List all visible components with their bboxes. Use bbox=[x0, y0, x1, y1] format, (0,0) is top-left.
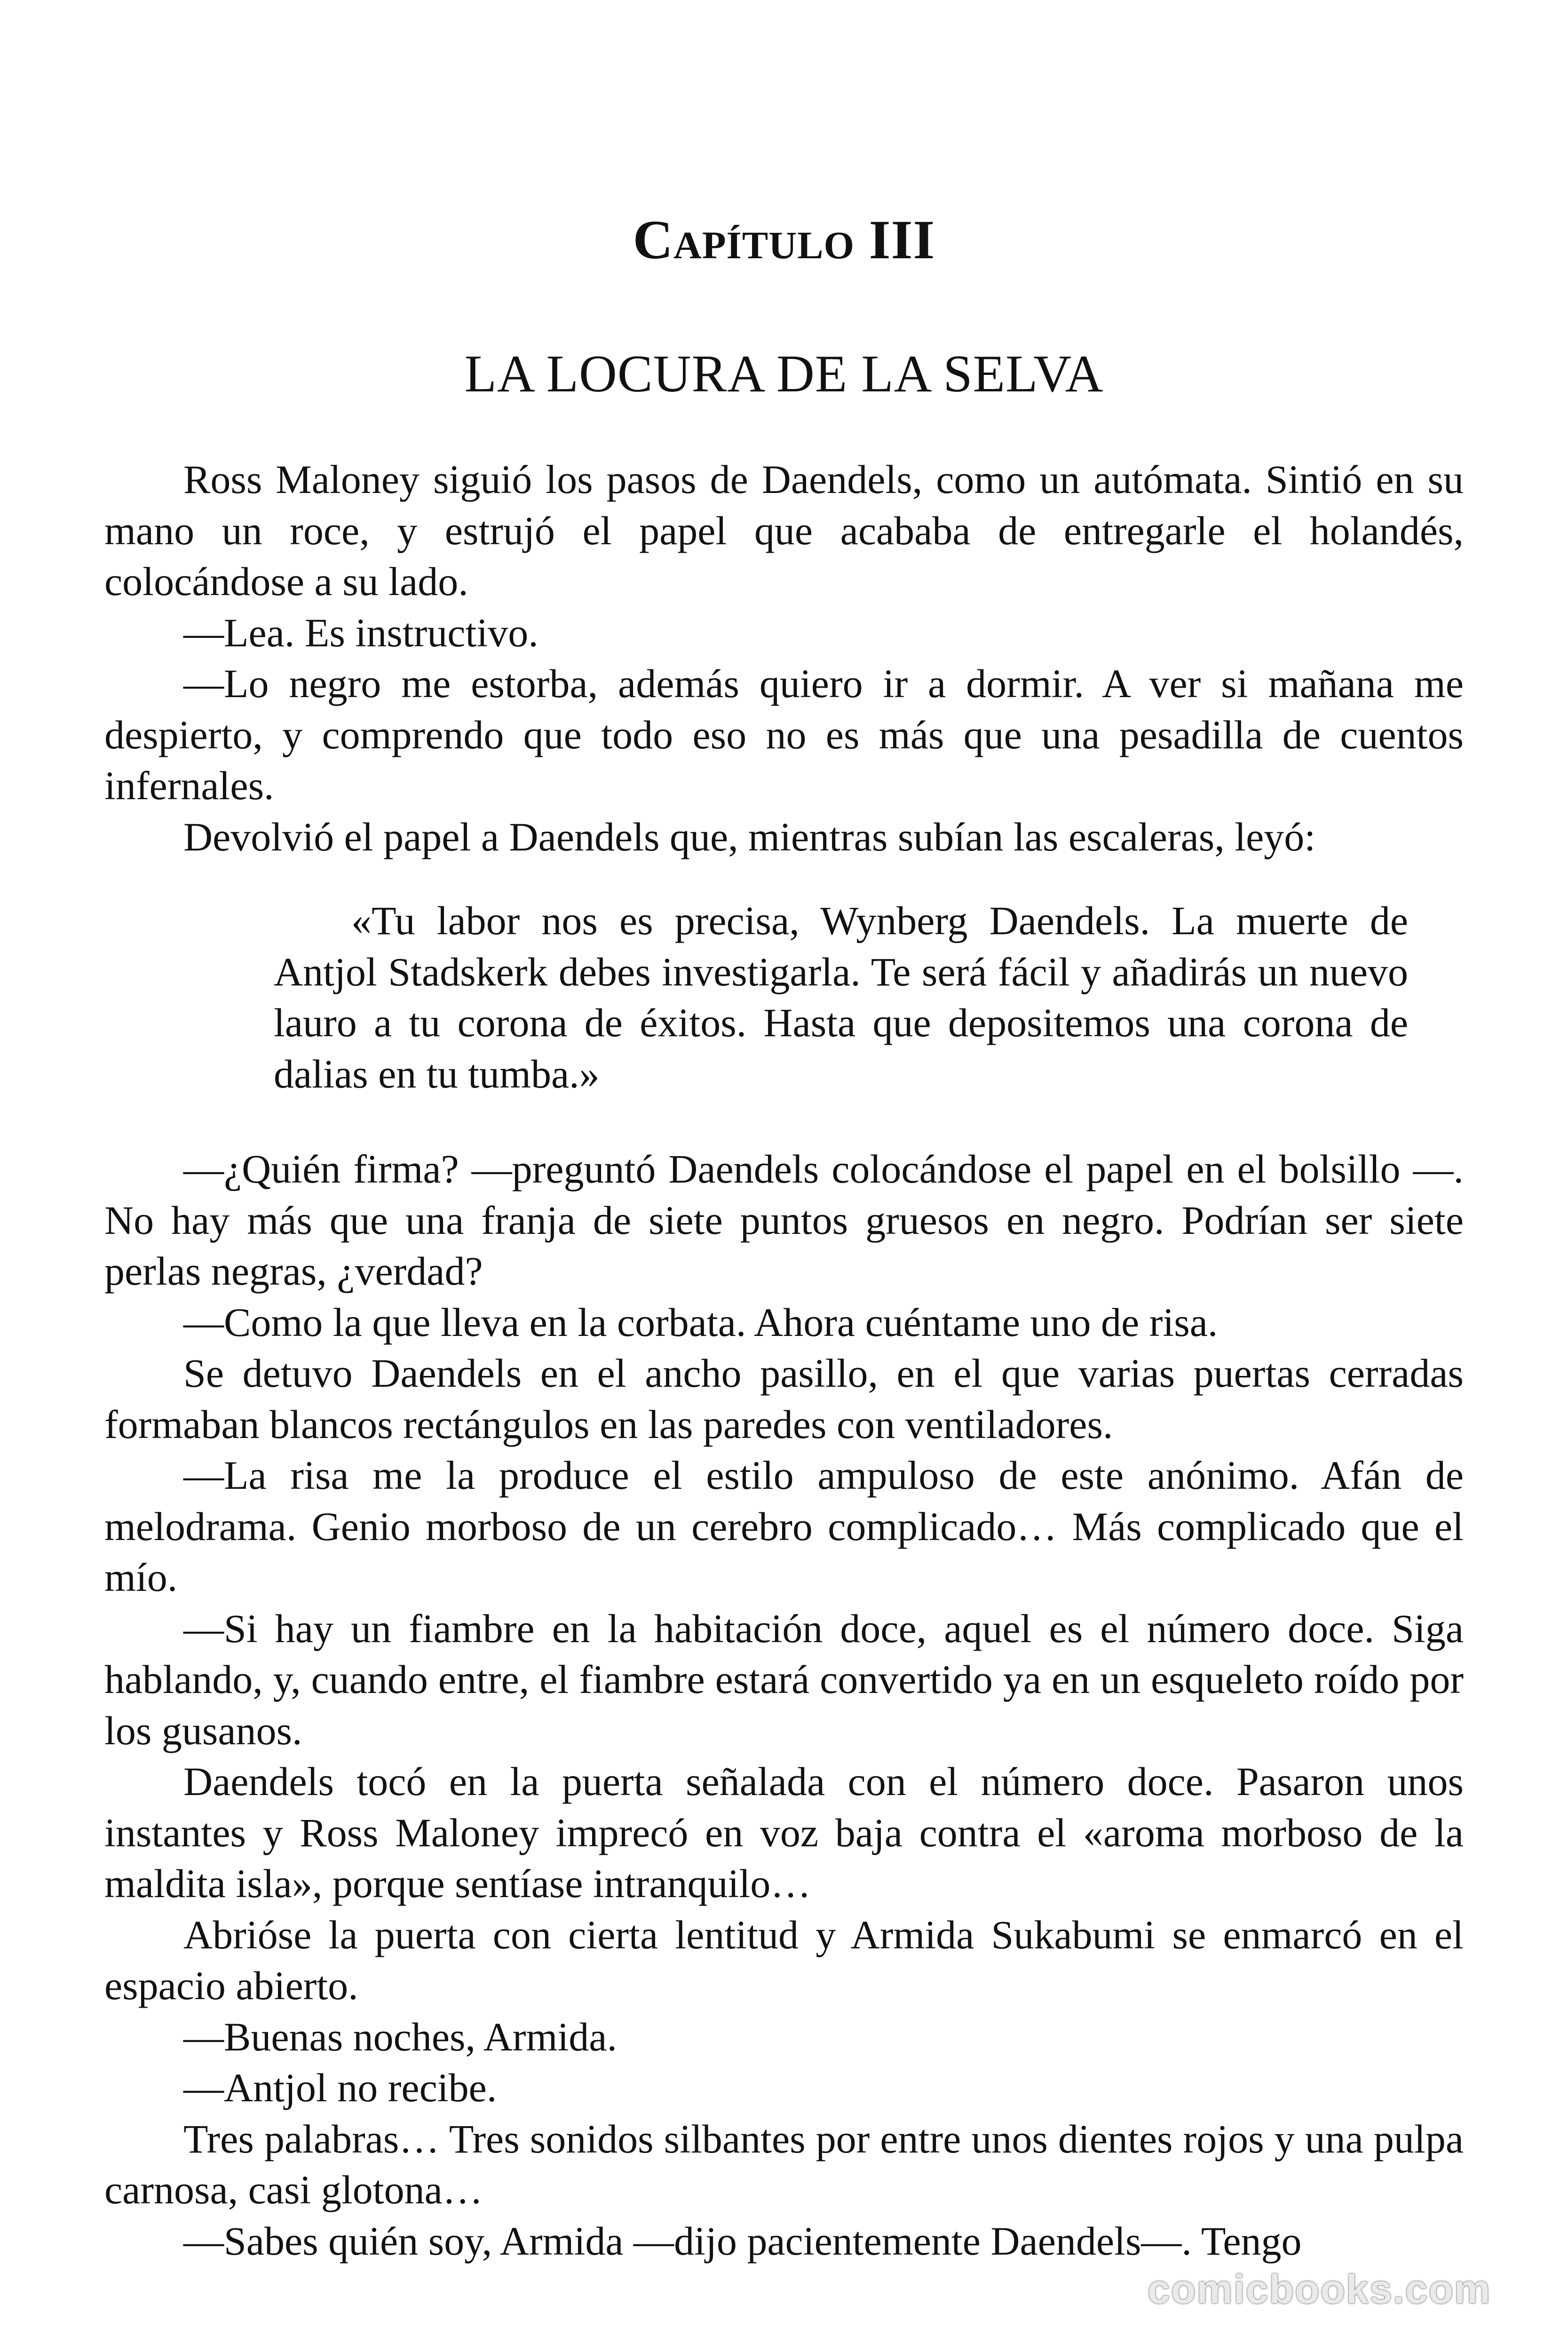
paragraph: Devolvió el papel a Daendels que, mientras subían las escaleras, leyó: bbox=[183, 814, 1316, 859]
watermark: comicbooks.com bbox=[1148, 2267, 1491, 2312]
paragraph: Se detuvo Daendels en el ancho pasillo, en el que varias puertas cerradas formaban blancos rectángulos en las paredes con ventiladores. bbox=[104, 1351, 1464, 1447]
paragraph: —Lea. Es instructivo. bbox=[183, 610, 539, 655]
paragraph: Ross Maloney siguió los pasos de Daendels, como un autómata. Sintió en su mano un roce, y estrujó el papel que acababa de entregarle el holandés, colocándose a su lado. bbox=[104, 457, 1464, 604]
paragraph: —Lo negro me estorba, además quiero ir a dormir. A ver si mañana me despierto, y comprendo que todo eso no es más que una pesadilla de cuentos infernales. bbox=[104, 661, 1464, 808]
paragraph: —¿Quién firma? —preguntó Daendels colocándose el papel en el bolsillo —. No hay más que una franja de siete puntos gruesos en negro. Podrían ser siete perlas negras, ¿verdad? bbox=[104, 1146, 1464, 1294]
paragraph: —La risa me la produce el estilo ampuloso de este anónimo. Afán de melodrama. Genio morboso de un cerebro complicado… Más complicado que el mío. bbox=[104, 1453, 1464, 1600]
body-text bbox=[104, 454, 1464, 2266]
paragraph: —Buenas noches, Armida. bbox=[183, 2014, 617, 2059]
chapter-title: LA LOCURA DE LA SELVA bbox=[464, 345, 1104, 403]
paragraph: —Antjol no recibe. bbox=[183, 2065, 497, 2110]
chapter-heading: Capítulo III bbox=[633, 209, 935, 270]
paragraph: —Si hay un fiambre en la habitación doce, aquel es el número doce. Siga hablando, y, cuando entre, el fiambre estará convertido ya en un esqueleto roído por los gusanos. bbox=[104, 1605, 1464, 1753]
paragraph: Abrióse la puerta con cierta lentitud y Armida Sukabumi se enmarcó en el espacio abierto. bbox=[104, 1912, 1464, 2008]
quoted-letter: «Tu labor nos es precisa, Wynberg Daendels. La muerte de Antjol Stadskerk debes investigarla. Te será fácil y añadirás un nuevo lauro a tu corona de éxitos. Hasta que depositemos una corona de dalias en tu tumba.» bbox=[274, 898, 1408, 1097]
paragraph: Daendels tocó en la puerta señalada con el número doce. Pasaron unos instantes y Ross Maloney imprecó en voz baja contra el «aroma morboso de la maldita isla», porque sentíase intranquilo… bbox=[104, 1759, 1464, 1906]
paragraph: —Sabes quién soy, Armida —dijo pacientemente Daendels—. Tengo bbox=[183, 2218, 1302, 2264]
paragraph: Tres palabras… Tres sonidos silbantes por entre unos dientes rojos y una pulpa carnosa, casi glotona… bbox=[104, 2116, 1464, 2212]
paragraph: —Como la que lleva en la corbata. Ahora cuéntame uno de risa. bbox=[183, 1299, 1218, 1345]
